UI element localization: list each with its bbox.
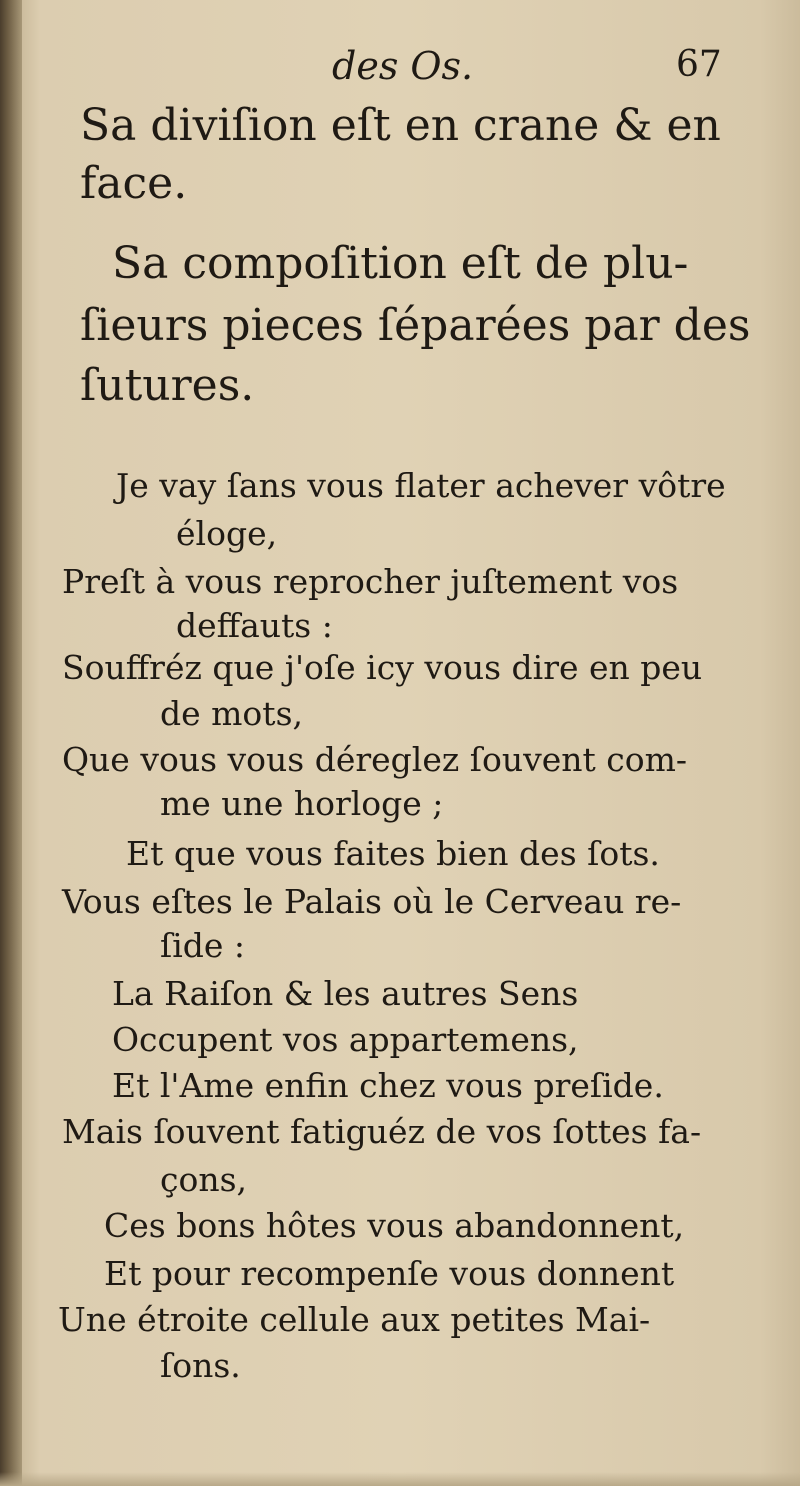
verse-line: Et que vous faites bien des ſots. <box>126 834 660 873</box>
page-bottom-edge <box>0 1472 800 1486</box>
verse-line: ſons. <box>160 1346 241 1385</box>
verse-line: çons, <box>160 1160 248 1199</box>
page-number: 67 <box>676 44 722 85</box>
verse-line: Je vay ſans vous flater achever vôtre <box>116 466 726 505</box>
prose-line: Sa diviſion eſt en crane & en <box>80 100 721 151</box>
verse-line: Souffréz que j'oſe icy vous dire en peu <box>62 648 703 687</box>
verse-line: Occupent vos appartemens, <box>112 1020 579 1059</box>
verse-line: Ces bons hôtes vous abandonnent, <box>104 1206 685 1245</box>
verse-line: de mots, <box>160 694 303 733</box>
verse-line: me une horloge ; <box>160 784 444 823</box>
verse-line: Mais ſouvent fatiguéz de vos ſottes fa- <box>62 1112 702 1151</box>
verse-line: Preſt à vous reprocher juſtement vos <box>62 562 679 601</box>
prose-line: Sa compoſition eſt de plu- <box>112 238 689 289</box>
prose-line: ſutures. <box>80 360 255 411</box>
prose-line: ſieurs pieces ſéparées par des <box>80 300 751 351</box>
verse-line: ſide : <box>160 926 246 965</box>
verse-line: deffauts : <box>176 606 333 645</box>
verse-line: éloge, <box>176 514 278 553</box>
verse-line: Vous eſtes le Palais où le Cerveau re- <box>62 882 682 921</box>
running-head: des Os. <box>332 44 474 88</box>
verse-line: Une étroite cellule aux petites Mai- <box>58 1300 651 1339</box>
verse-line: La Raiſon & les autres Sens <box>112 974 579 1013</box>
verse-line: Et l'Ame enfin chez vous preſide. <box>112 1066 664 1105</box>
binding-gutter <box>0 0 22 1486</box>
prose-line: face. <box>80 158 188 209</box>
verse-line: Et pour recompenſe vous donnent <box>104 1254 675 1293</box>
verse-line: Que vous vous déreglez ſouvent com- <box>62 740 688 779</box>
